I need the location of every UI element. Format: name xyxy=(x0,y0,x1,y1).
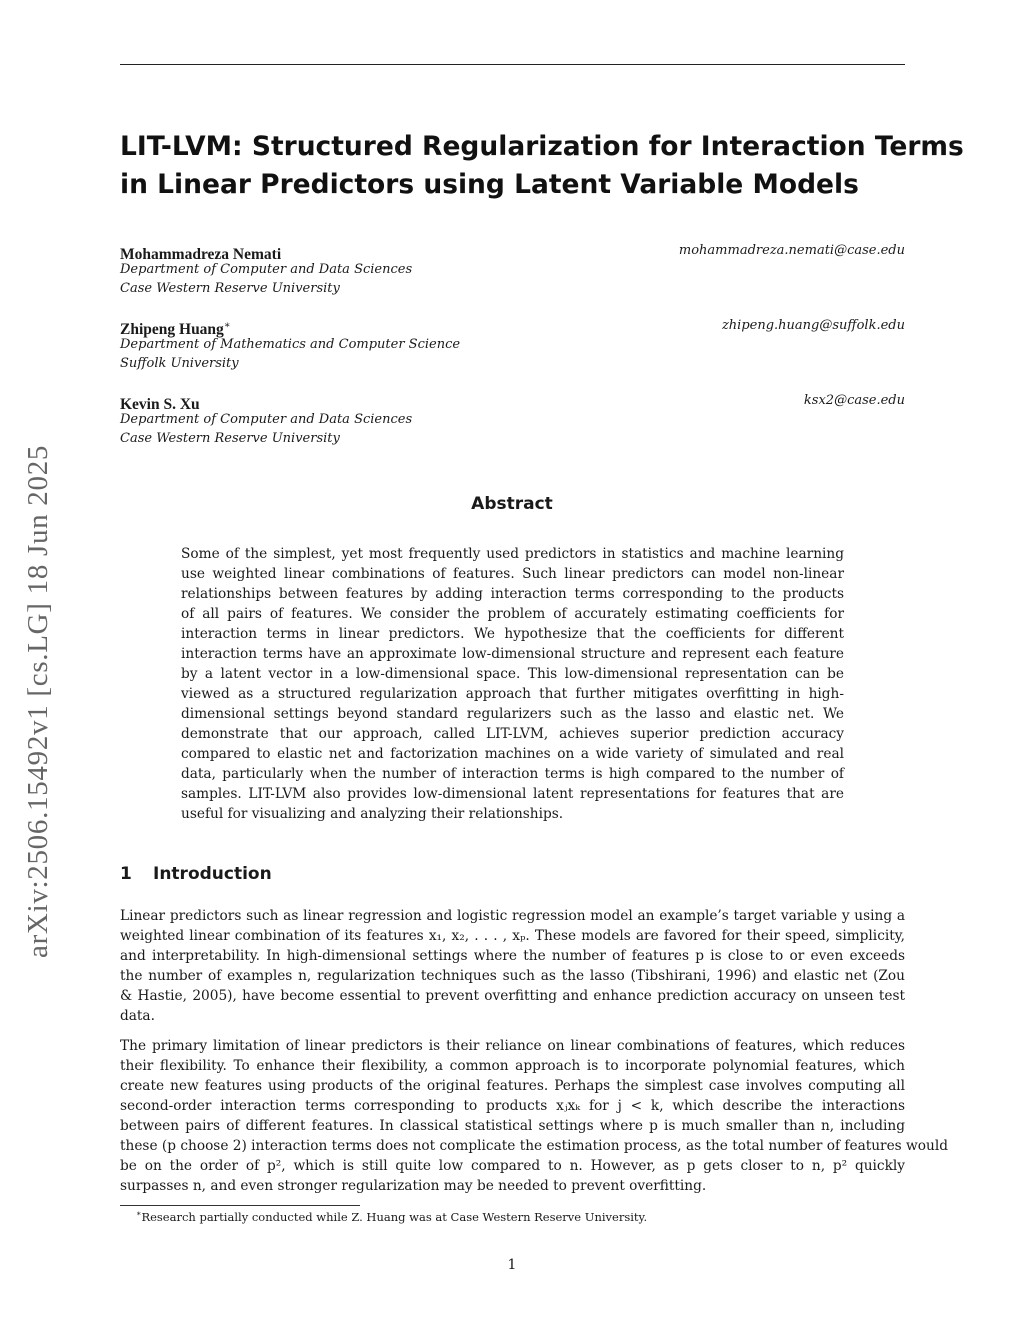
section-title: Introduction xyxy=(153,864,272,884)
paragraph-line: Linear predictors such as linear regression and logistic regression model an example’s target variable y using a xyxy=(120,908,905,924)
footnote-text: Research partially conducted while Z. Huang was at Case Western Reserve University. xyxy=(141,1209,648,1224)
abstract-line: relationships between features by adding interaction terms corresponding to the products xyxy=(181,586,844,602)
paragraph-line: between pairs of different features. In classical statistical settings where p is much smaller than n, including xyxy=(120,1118,905,1134)
paragraph-line: their flexibility. To enhance their flexibility, a common approach is to incorporate polynomial features, which xyxy=(120,1058,905,1074)
abstract-line: use weighted linear combinations of features. Such linear predictors can model non-linear xyxy=(181,566,844,582)
paragraph-line: weighted linear combination of its features x₁, x₂, . . . , xₚ. These models are favored for their speed, simplicity, xyxy=(120,928,905,944)
abstract-line: interaction terms in linear predictors. We hypothesize that the coefficients for different xyxy=(181,626,844,642)
author-name: Mohammadreza Nemati xyxy=(120,246,282,264)
page-number: 1 xyxy=(507,1257,517,1273)
footnote-marker: ∗ xyxy=(136,1209,142,1218)
paragraph-line: surpasses n, and even stronger regularization may be needed to prevent overfitting. xyxy=(120,1178,707,1194)
abstract-line: data, particularly when the number of interaction terms is high compared to the number of xyxy=(181,766,844,782)
abstract-line: demonstrate that our approach, called LIT-LVM, achieves superior prediction accuracy xyxy=(181,726,844,742)
title-line-2: in Linear Predictors using Latent Variable Models xyxy=(120,169,859,200)
paragraph-line: the number of examples n, regularization techniques such as the lasso (Tibshirani, 1996) and elastic net (Zou xyxy=(120,968,905,984)
author-institution: Suffolk University xyxy=(120,355,239,371)
abstract-heading: Abstract xyxy=(471,494,553,514)
paragraph-line: data. xyxy=(120,1008,155,1024)
paragraph-line: create new features using products of the original features. Perhaps the simplest case involves computing all xyxy=(120,1078,905,1094)
intro-paragraph-1 xyxy=(120,906,905,1026)
author-name: Kevin S. Xu xyxy=(120,396,200,414)
footnote-rule xyxy=(120,1205,360,1206)
abstract-line: samples. LIT-LVM also provides low-dimensional latent representations for features that are xyxy=(181,786,844,802)
abstract-line: of all pairs of features. We consider the problem of accurately estimating coefficients for xyxy=(181,606,844,622)
abstract-line: Some of the simplest, yet most frequently used predictors in statistics and machine learning xyxy=(181,546,844,562)
abstract-line: dimensional settings beyond standard regularizers such as the lasso and elastic net. We xyxy=(181,706,844,722)
author-block xyxy=(120,317,905,373)
author-block xyxy=(120,242,905,298)
abstract-line: viewed as a structured regularization approach that further mitigates overfitting in high- xyxy=(181,686,844,702)
section-number: 1 xyxy=(120,864,132,884)
author-email[interactable]: ksx2@case.edu xyxy=(803,393,905,408)
author-email[interactable]: mohammadreza.nemati@case.edu xyxy=(678,243,905,258)
paper-title xyxy=(120,128,964,204)
abstract-line: useful for visualizing and analyzing their relationships. xyxy=(181,806,564,822)
author-department: Department of Mathematics and Computer Science xyxy=(120,337,461,352)
author-institution: Case Western Reserve University xyxy=(120,430,340,446)
paragraph-line: these (p choose 2) interaction terms does not complicate the estimation process, as the total number of features would xyxy=(120,1138,948,1154)
paragraph-line: The primary limitation of linear predictors is their reliance on linear combinations of features, which reduces xyxy=(120,1038,905,1054)
arxiv-identifier[interactable]: arXiv:2506.15492v1 [cs.LG] 18 Jun 2025 xyxy=(22,444,54,958)
author-department: Department of Computer and Data Sciences xyxy=(120,262,413,277)
abstract-body xyxy=(181,544,844,824)
paragraph-line: second-order interaction terms corresponding to products xⱼxₖ for j < k, which describe the interactions xyxy=(120,1098,905,1114)
author-department: Department of Computer and Data Sciences xyxy=(120,412,413,427)
author-name: Zhipeng Huang∗ xyxy=(120,320,231,339)
abstract-line: interaction terms have an approximate low-dimensional structure and represent each feature xyxy=(181,646,844,662)
paragraph-line: and interpretability. In high-dimensional settings where the number of features p is close to or even exceeds xyxy=(120,948,905,964)
section-heading-introduction xyxy=(120,864,272,884)
footnote xyxy=(136,1209,647,1224)
paragraph-line: & Hastie, 2005), have become essential to prevent overfitting and enhance prediction accuracy on unseen test xyxy=(120,988,905,1004)
paragraph-line: be on the order of p², which is still quite low compared to n. However, as p gets closer to n, p² quickly xyxy=(120,1158,905,1174)
abstract-line: by a latent vector in a low-dimensional space. This low-dimensional representation can be xyxy=(181,666,844,682)
header-rule xyxy=(120,64,905,65)
author-email[interactable]: zhipeng.huang@suffolk.edu xyxy=(721,318,905,333)
abstract-line: compared to elastic net and factorization machines on a wide variety of simulated and real xyxy=(181,746,844,762)
title-line-1: LIT-LVM: Structured Regularization for Interaction Terms xyxy=(120,131,964,162)
intro-paragraph-2 xyxy=(120,1036,948,1196)
author-block xyxy=(120,392,905,448)
author-institution: Case Western Reserve University xyxy=(120,280,340,296)
footnote-marker[interactable]: ∗ xyxy=(223,320,231,331)
